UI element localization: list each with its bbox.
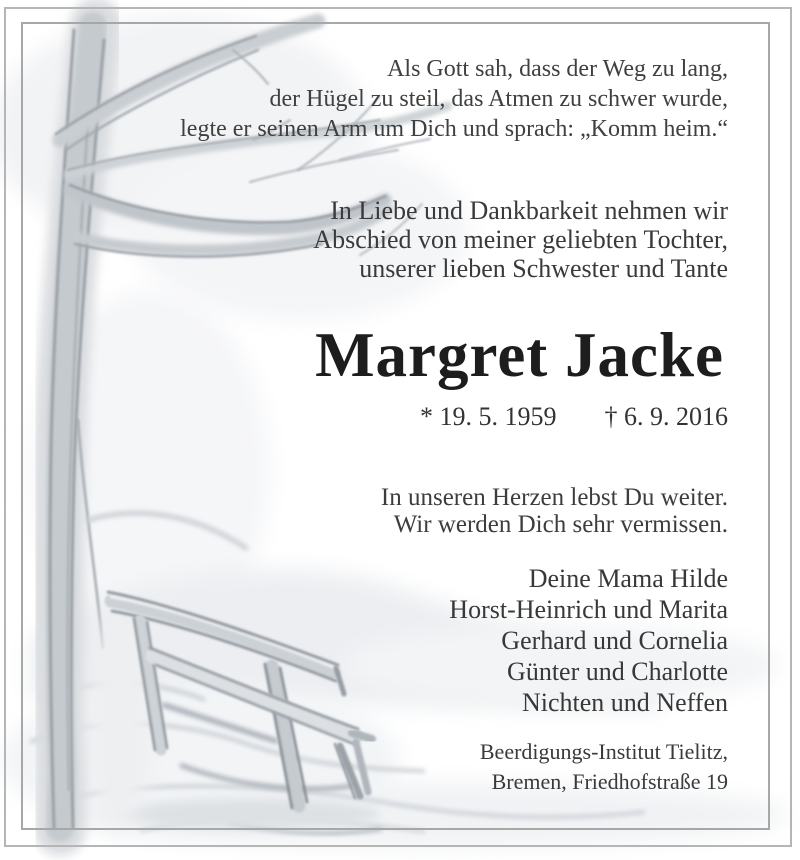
intro-line: In Liebe und Dankbarkeit nehmen wir: [330, 196, 728, 225]
funeral-home-info: [480, 737, 728, 797]
intro-line: unserer lieben Schwester und Tante: [359, 254, 728, 283]
poem-line: Als Gott sah, dass der Weg zu lang,: [387, 56, 728, 82]
intro-line: Abschied von meiner geliebten Tochter,: [313, 225, 728, 254]
mourner-line: Nichten und Neffen: [521, 688, 728, 717]
mourner-line: Günter und Charlotte: [507, 657, 728, 686]
poem-line: der Hügel zu steil, das Atmen zu schwer wurde,: [269, 86, 728, 112]
remembrance-text: [381, 484, 728, 538]
remembrance-line: Wir werden Dich sehr vermissen.: [393, 511, 728, 538]
poem-verse: [180, 54, 728, 144]
mourners-list: [449, 563, 728, 718]
mourner-line: Gerhard und Cornelia: [501, 626, 728, 655]
deceased-name: Margret Jacke: [315, 320, 724, 390]
birth-date: * 19. 5. 1959: [420, 402, 557, 431]
funeral-home-line: Bremen, Friedhofstraße 19: [491, 769, 728, 794]
mourner-line: Deine Mama Hilde: [528, 564, 728, 593]
life-dates: [420, 402, 728, 432]
funeral-home-line: Beerdigungs-Institut Tielitz,: [479, 739, 728, 764]
remembrance-line: In unseren Herzen lebst Du weiter.: [380, 484, 728, 511]
death-date: † 6. 9. 2016: [604, 402, 728, 431]
mourner-line: Horst-Heinrich und Marita: [449, 595, 728, 624]
farewell-intro: [313, 196, 728, 283]
poem-line: legte er seinen Arm um Dich und sprach: „Komm heim.“: [180, 116, 728, 142]
